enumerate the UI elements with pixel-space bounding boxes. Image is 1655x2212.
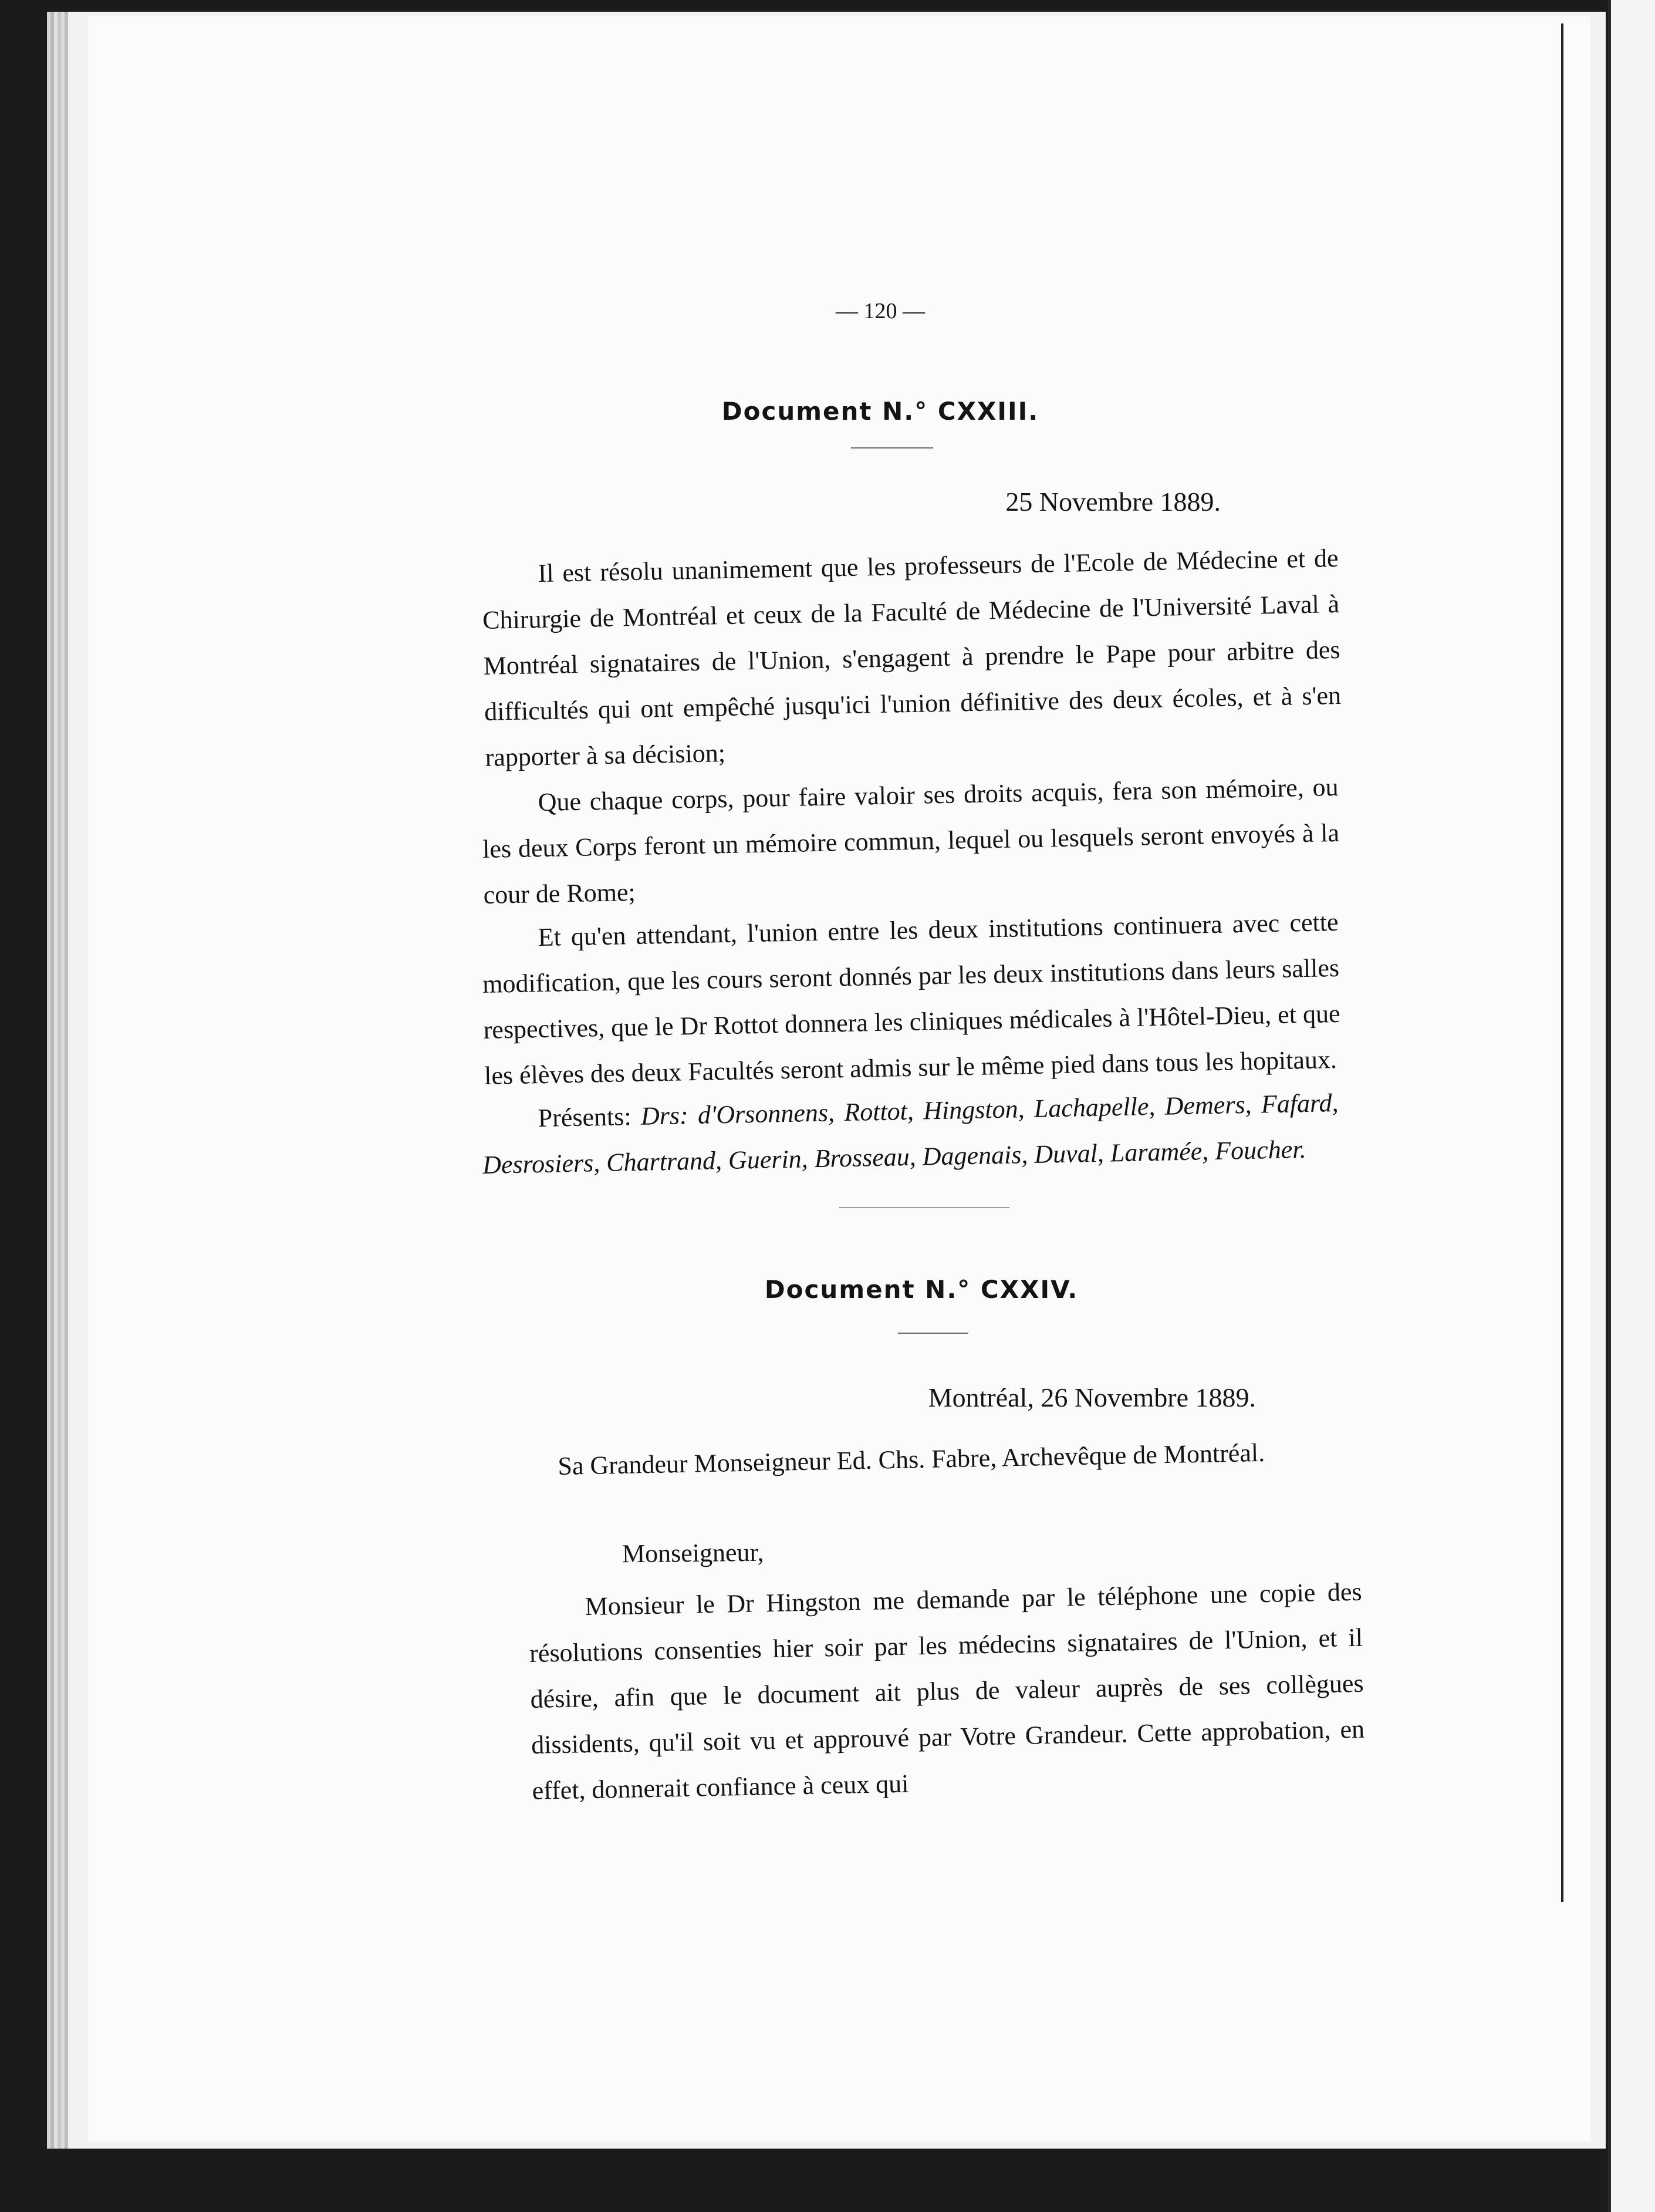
document-123-date: 25 Novembre 1889. <box>1005 487 1221 517</box>
heading-rule <box>851 447 933 449</box>
section-divider <box>839 1207 1009 1208</box>
page-number: — 120 — <box>836 299 925 323</box>
facing-page <box>1608 0 1655 2212</box>
document-124-addressee: Sa Grandeur Monseigneur Ed. Chs. Fabre, Archevêque de Montréal. <box>558 1438 1265 1481</box>
document-124-salutation: Monseigneur, <box>622 1537 764 1569</box>
document-123-presents <box>481 1080 1340 1188</box>
facing-page-gutter <box>1561 23 1563 1902</box>
document-124-date: Montréal, 26 Novembre 1889. <box>928 1382 1256 1412</box>
presents-label: Présents: <box>538 1102 632 1133</box>
document-124-heading: Document N.° CXXIV. <box>764 1275 1079 1304</box>
document-123-paragraph-1: Il est résolu unanimement que les professeurs de l'Ecole de Médecine et de Chirurgie de Montréal et ceux de la Faculté de Médecine de l'Université Laval à Montréal signataires de l'Union, s'engagent à prendre le Pape pour arbitre des difficultés qui ont empêché jusqu'ici l'union définitive des deux écoles, et à s'en rapporter à sa décision; <box>482 543 1342 772</box>
document-124-paragraph: Monsieur le Dr Hingston me demande par le téléphone une copie des résolutions consenties hier soir par les médecins signataires de l'Union, et il désire, afin que le document ait plus de valeur auprès de ses collègues dissidents, qu'il soit vu et approuvé par Votre Grandeur. Cette approbation, en effet, donnerait confiance à ceux qui <box>529 1577 1365 1805</box>
heading-rule <box>898 1333 968 1334</box>
presents-names: Drs: d'Orsonnens, Rottot, Hingston, Lachapelle, Demers, Fafard, Desrosiers, Chartrand, Guerin, Brosseau, Dagenais, Duval, Laramée, Foucher. <box>482 1088 1339 1179</box>
document-123-heading: Document N.° CXXIII. <box>721 397 1039 426</box>
document-123-paragraph-3: Et qu'en attendant, l'union entre les deux institutions continuera avec cette modification, que les cours seront donnés par les deux institutions dans leurs salles respectives, que le Dr Rottot donnera les cliniques médicales à l'Hôtel-Dieu, et que les élèves des deux Facultés seront admis sur le même pied dans tous les hopitaux. <box>482 907 1340 1090</box>
document-123-paragraph-2: Que chaque corps, pour faire valoir ses droits acquis, fera son mémoire, ou les deux Corps feront un mémoire commun, lequel ou lesquels seront envoyés à la cour de Rome; <box>482 772 1340 909</box>
